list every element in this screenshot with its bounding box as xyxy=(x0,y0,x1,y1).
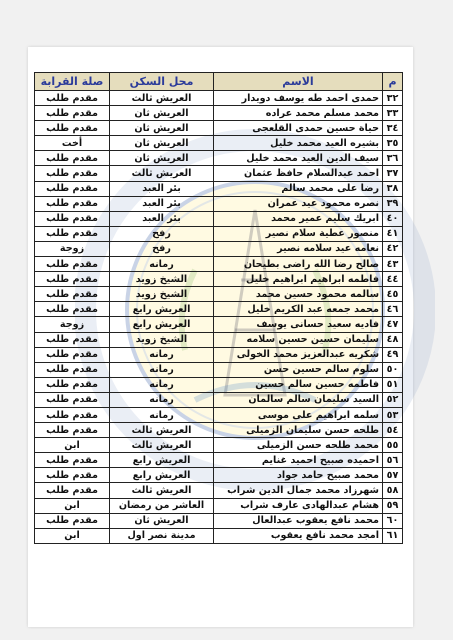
row-relation: زوجة xyxy=(35,317,110,332)
row-number: ٥٣ xyxy=(383,407,403,422)
row-number: ٤١ xyxy=(383,226,403,241)
row-name: سلوم سالم حسين حسن xyxy=(214,362,383,377)
row-name: احمد عبدالسلام حافظ عثمان xyxy=(214,166,383,181)
row-residence: بئر العبد xyxy=(110,196,214,211)
row-name: محمد جمعه عبد الكريم خليل xyxy=(214,302,383,317)
row-number: ٤٩ xyxy=(383,347,403,362)
table-row xyxy=(35,181,403,196)
row-relation: مقدم طلب xyxy=(35,468,110,483)
row-relation: مقدم طلب xyxy=(35,377,110,392)
row-residence: العريش ثان xyxy=(110,121,214,136)
row-relation: مقدم طلب xyxy=(35,392,110,407)
row-number: ٤٦ xyxy=(383,302,403,317)
row-relation: ابن xyxy=(35,498,110,513)
row-name: شكريه عبدالعزيز محمد الخولى xyxy=(214,347,383,362)
row-residence: رفح xyxy=(110,241,214,256)
row-number: ٥٠ xyxy=(383,362,403,377)
table-row xyxy=(35,423,403,438)
row-name: السيد سليمان سالم سالمان xyxy=(214,392,383,407)
row-number: ٣٩ xyxy=(383,196,403,211)
row-relation: مقدم طلب xyxy=(35,166,110,181)
row-residence: رمانه xyxy=(110,407,214,422)
row-residence: الشيخ زويد xyxy=(110,332,214,347)
table-row xyxy=(35,196,403,211)
row-relation: مقدم طلب xyxy=(35,332,110,347)
header-name: الاسم xyxy=(214,73,383,91)
header-residence: محل السكن xyxy=(110,73,214,91)
row-relation: مقدم طلب xyxy=(35,151,110,166)
row-relation: ابن xyxy=(35,438,110,453)
row-relation: ابن xyxy=(35,528,110,543)
table-row xyxy=(35,483,403,498)
table-row xyxy=(35,136,403,151)
table-row xyxy=(35,166,403,181)
table-row xyxy=(35,332,403,347)
row-relation: مقدم طلب xyxy=(35,362,110,377)
row-relation: زوجة xyxy=(35,241,110,256)
row-number: ٥٥ xyxy=(383,438,403,453)
table-row xyxy=(35,151,403,166)
row-residence: العريش رابع xyxy=(110,317,214,332)
row-number: ٥٩ xyxy=(383,498,403,513)
row-relation: مقدم طلب xyxy=(35,483,110,498)
row-name: محمد نافع يعقوب عبدالعال xyxy=(214,513,383,528)
row-number: ٣٥ xyxy=(383,136,403,151)
row-number: ٤٣ xyxy=(383,257,403,272)
row-name: شهرزاد محمد جمال الدين شراب xyxy=(214,483,383,498)
row-name: رضا على محمد سالم xyxy=(214,181,383,196)
row-name: طلحه حسن سليمان الزميلى xyxy=(214,423,383,438)
table-row xyxy=(35,317,403,332)
table-row xyxy=(35,513,403,528)
row-name: فاطمه ابراهيم ابراهيم خليل xyxy=(214,272,383,287)
table-row xyxy=(35,287,403,302)
row-name: بشيره العيد محمد خليل xyxy=(214,136,383,151)
row-residence: رمانه xyxy=(110,362,214,377)
row-relation: مقدم طلب xyxy=(35,272,110,287)
row-residence: العاشر من رمضان xyxy=(110,498,214,513)
row-relation: مقدم طلب xyxy=(35,423,110,438)
row-number: ٣٧ xyxy=(383,166,403,181)
row-name: محمد صبيح حامد جواد xyxy=(214,468,383,483)
row-name: نصره محمود عيد عمران xyxy=(214,196,383,211)
table-row xyxy=(35,121,403,136)
table-header-row xyxy=(35,73,403,91)
table-row xyxy=(35,498,403,513)
row-relation: مقدم طلب xyxy=(35,121,110,136)
row-name: منصور عطية سلام نصير xyxy=(214,226,383,241)
row-residence: العريش ثالث xyxy=(110,423,214,438)
row-relation: مقدم طلب xyxy=(35,106,110,121)
row-relation: مقدم طلب xyxy=(35,196,110,211)
row-residence: بئر العبد xyxy=(110,181,214,196)
row-relation: مقدم طلب xyxy=(35,226,110,241)
row-name: سيف الدين العيد محمد خليل xyxy=(214,151,383,166)
row-number: ٤٥ xyxy=(383,287,403,302)
row-number: ٥٢ xyxy=(383,392,403,407)
row-residence: العريش ثان xyxy=(110,106,214,121)
row-relation: مقدم طلب xyxy=(35,453,110,468)
table-row xyxy=(35,468,403,483)
row-name: صالح رضا الله راضى بطيحان xyxy=(214,257,383,272)
row-relation: مقدم طلب xyxy=(35,91,110,106)
table-row xyxy=(35,528,403,543)
data-table xyxy=(34,72,403,544)
header-relation: صلة القرابة xyxy=(35,73,110,91)
row-number: ٤٨ xyxy=(383,332,403,347)
row-relation: مقدم طلب xyxy=(35,407,110,422)
table-row xyxy=(35,377,403,392)
row-residence: مدينة نصر اول xyxy=(110,528,214,543)
row-relation: مقدم طلب xyxy=(35,257,110,272)
row-residence: رمانه xyxy=(110,377,214,392)
table-row xyxy=(35,362,403,377)
row-number: ٥٧ xyxy=(383,468,403,483)
row-name: سالمه محمود حسين محمد xyxy=(214,287,383,302)
table-row xyxy=(35,211,403,226)
table-row xyxy=(35,226,403,241)
table-row xyxy=(35,392,403,407)
table-row xyxy=(35,453,403,468)
row-name: هشام عبدالهادى عارف شراب xyxy=(214,498,383,513)
row-residence: العريش ثالث xyxy=(110,166,214,181)
row-number: ٣٤ xyxy=(383,121,403,136)
row-residence: رفح xyxy=(110,226,214,241)
row-residence: العريش رابع xyxy=(110,302,214,317)
row-residence: العريش ثان xyxy=(110,136,214,151)
row-residence: العريش ثان xyxy=(110,513,214,528)
row-residence: العريش ثالث xyxy=(110,483,214,498)
row-number: ٣٨ xyxy=(383,181,403,196)
row-number: ٤٧ xyxy=(383,317,403,332)
row-number: ٤٤ xyxy=(383,272,403,287)
row-number: ٣٣ xyxy=(383,106,403,121)
row-residence: الشيخ زويد xyxy=(110,287,214,302)
row-number: ٦١ xyxy=(383,528,403,543)
row-name: فاديه سعيد حسانى يوسف xyxy=(214,317,383,332)
row-residence: العريش ثان xyxy=(110,151,214,166)
row-number: ٣٦ xyxy=(383,151,403,166)
table-row xyxy=(35,257,403,272)
row-number: ٣٢ xyxy=(383,91,403,106)
row-relation: مقدم طلب xyxy=(35,287,110,302)
table-row xyxy=(35,347,403,362)
row-number: ٥٤ xyxy=(383,423,403,438)
row-residence: العريش ثالث xyxy=(110,438,214,453)
row-residence: العريش ثالث xyxy=(110,91,214,106)
table-row xyxy=(35,106,403,121)
table-row xyxy=(35,438,403,453)
row-residence: العريش رابع xyxy=(110,468,214,483)
row-residence: رمانه xyxy=(110,392,214,407)
header-number: م xyxy=(383,73,403,91)
row-number: ٥٦ xyxy=(383,453,403,468)
row-relation: مقدم طلب xyxy=(35,211,110,226)
row-residence: بئر العبد xyxy=(110,211,214,226)
row-name: محمد طلحه حسن الزميلى xyxy=(214,438,383,453)
table-row xyxy=(35,407,403,422)
row-name: حياة حسين حمدى القلعجى xyxy=(214,121,383,136)
row-relation: أخت xyxy=(35,136,110,151)
row-name: سلمه ابراهيم على موسى xyxy=(214,407,383,422)
row-number: ٤٠ xyxy=(383,211,403,226)
row-number: ٦٠ xyxy=(383,513,403,528)
row-name: نعامه عيد سلامه نصير xyxy=(214,241,383,256)
row-name: امجد محمد نافع يعقوب xyxy=(214,528,383,543)
table-row xyxy=(35,272,403,287)
row-name: احميده صبيح احميد غنايم xyxy=(214,453,383,468)
row-relation: مقدم طلب xyxy=(35,302,110,317)
row-name: فاطمه حسين سالم حسين xyxy=(214,377,383,392)
row-residence: رمانه xyxy=(110,257,214,272)
table-row xyxy=(35,91,403,106)
row-number: ٥١ xyxy=(383,377,403,392)
row-relation: مقدم طلب xyxy=(35,513,110,528)
row-residence: الشيخ زويد xyxy=(110,272,214,287)
row-relation: مقدم طلب xyxy=(35,181,110,196)
row-residence: رمانه xyxy=(110,347,214,362)
table-row xyxy=(35,302,403,317)
row-number: ٥٨ xyxy=(383,483,403,498)
row-name: محمد مسلم محمد عراده xyxy=(214,106,383,121)
row-name: سليمان حسين حسين سلامه xyxy=(214,332,383,347)
row-number: ٤٢ xyxy=(383,241,403,256)
row-residence: العريش رابع xyxy=(110,453,214,468)
row-name: حمدى احمد طه يوسف دويدار xyxy=(214,91,383,106)
row-name: ابريك سليم عمير محمد xyxy=(214,211,383,226)
row-relation: مقدم طلب xyxy=(35,347,110,362)
table-row xyxy=(35,241,403,256)
table-body xyxy=(35,91,403,544)
